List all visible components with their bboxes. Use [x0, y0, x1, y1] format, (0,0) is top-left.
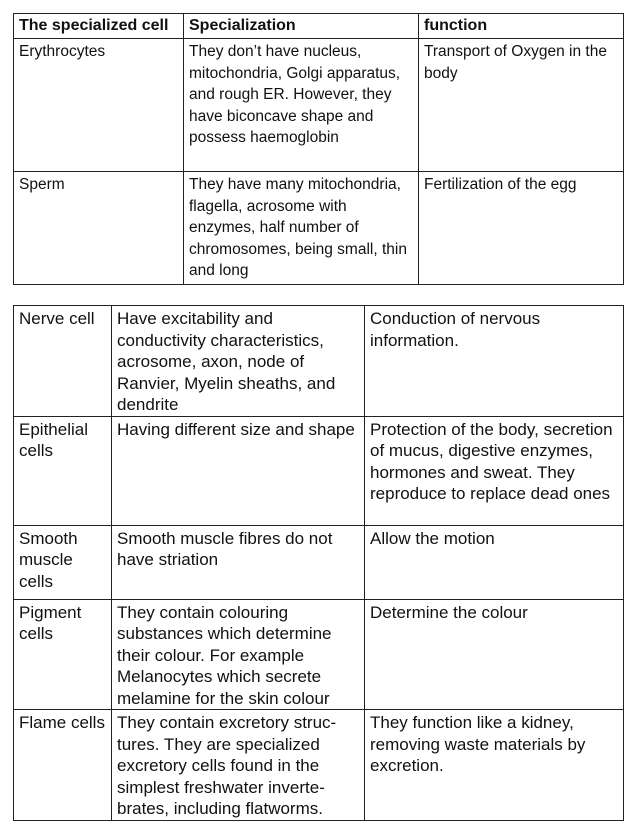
specialized-cells-table-2 [13, 305, 624, 821]
cell-name: Epithelial cells [14, 416, 112, 525]
table-row [14, 416, 624, 525]
cell-name: Smooth muscle cells [14, 525, 112, 599]
cell-function: Fertilization of the egg [419, 172, 624, 285]
header-specialization: Specialization [184, 14, 419, 39]
cell-function: Transport of Oxygen in the body [419, 39, 624, 172]
table-row [14, 710, 624, 821]
header-function: function [419, 14, 624, 39]
cell-name: Flame cells [14, 710, 112, 821]
table-row [14, 39, 624, 172]
cell-function: Protection of the body, secretion of mucus, digestive enzymes, hormones and sweat. They reproduce to replace dead ones [365, 416, 624, 525]
cell-specialization: Have excitability and conductivity characteristics, acrosome, axon, node of Ranvier, Myelin sheaths, and dendrite [112, 306, 365, 417]
cell-function: Determine the colour [365, 599, 624, 710]
cell-name: Erythrocytes [14, 39, 184, 172]
specialized-cells-table-1 [13, 13, 624, 285]
table-row [14, 306, 624, 417]
cell-function: Conduction of nervous information. [365, 306, 624, 417]
table-row [14, 172, 624, 285]
cell-name: Sperm [14, 172, 184, 285]
cell-specialization: They don’t have nucleus, mitochondria, Golgi apparatus, and rough ER. However, they have biconcave shape and possess haemoglobin [184, 39, 419, 172]
table-row [14, 599, 624, 710]
cell-function: Allow the motion [365, 525, 624, 599]
cell-specialization: They contain excretory structures. They are specialized excretory cells found in the simplest freshwater invertebrates, including flatworms. [112, 710, 365, 821]
cell-name: Pigment cells [14, 599, 112, 710]
header-row [14, 14, 624, 39]
cell-name: Nerve cell [14, 306, 112, 417]
cell-specialization: They contain colouring substances which determine their colour. For example Melanocytes which secrete melamine for the skin colour [112, 599, 365, 710]
cell-specialization: Having different size and shape [112, 416, 365, 525]
cell-function: They function like a kidney, removing waste materials by excretion. [365, 710, 624, 821]
cell-specialization: They have many mitochondria, flagella, acrosome with enzymes, half number of chromosomes, being small, thin and long [184, 172, 419, 285]
cell-specialization: Smooth muscle fibres do not have striation [112, 525, 365, 599]
table-row [14, 525, 624, 599]
header-specialized-cell: The specialized cell [14, 14, 184, 39]
